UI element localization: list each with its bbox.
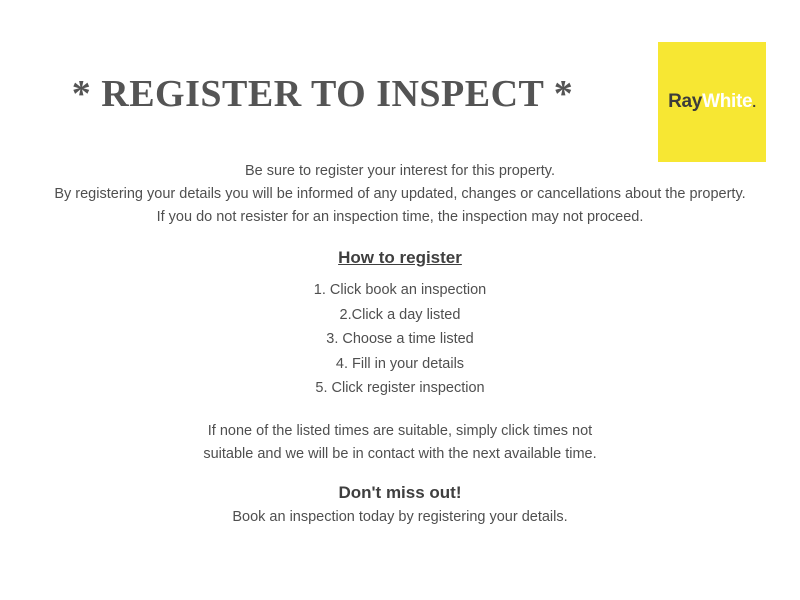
intro-line-2: By registering your details you will be informed of any updated, changes or cancellations about the property. (54, 186, 746, 202)
note-line-2: suitable and we will be in contact with the next available time. (203, 446, 597, 462)
intro-line-3: If you do not resister for an inspection time, the inspection may not proceed. (156, 209, 644, 225)
logo-ray-text: Ray (668, 91, 703, 112)
note-line-1: If none of the listed times are suitable, simply click times not (207, 423, 593, 439)
logo-dot: . (752, 94, 756, 110)
howto-step-3: 3. Choose a time listed (326, 331, 474, 347)
closing-block (0, 483, 800, 525)
howto-heading: How to register (338, 248, 462, 267)
intro-line-1: Be sure to register your interest for this property. (244, 163, 555, 179)
raywhite-logo (658, 42, 766, 162)
howto-step-2: 2.Click a day listed (339, 306, 461, 323)
raywhite-logo-text (668, 91, 756, 113)
intro-block (0, 160, 800, 229)
note-block (0, 420, 800, 466)
logo-white-text: White (702, 91, 753, 112)
closing-heading: Don't miss out! (338, 483, 462, 502)
closing-subtext: Book an inspection today by registering your details. (232, 509, 568, 525)
howto-block (0, 248, 800, 401)
howto-step-4: 4. Fill in your details (335, 355, 465, 372)
page-title: * REGISTER TO INSPECT * (71, 73, 574, 115)
howto-step-1: 1. Click book an inspection (313, 282, 487, 298)
howto-step-5: 5. Click register inspection (315, 380, 485, 396)
